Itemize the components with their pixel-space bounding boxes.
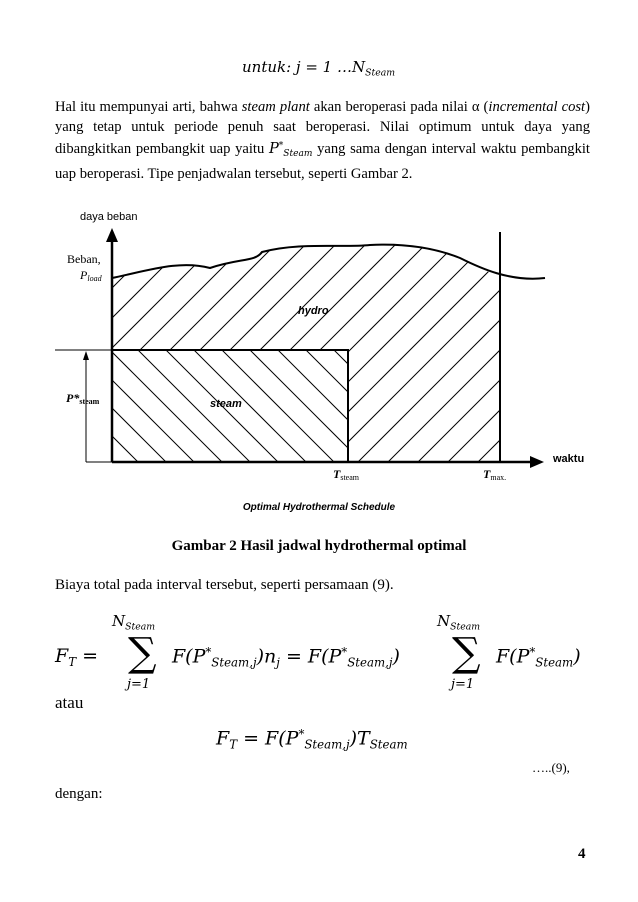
- y-axis-label: daya beban: [80, 211, 138, 223]
- para-text-1: Hal itu mempunyai arti, bahwa: [55, 99, 242, 115]
- y-axis-arrow: [106, 228, 118, 242]
- equation-2: $F_T = F(P^*_{Steam,j})T_{Steam}$: [216, 727, 408, 752]
- para-italic-incremental-cost: incremental cost: [488, 99, 586, 115]
- atau-text: atau: [55, 693, 84, 712]
- inline-p-sub: Steam: [283, 149, 313, 160]
- hydro-region-label: hydro: [298, 305, 329, 317]
- eq1-sum1-upper: $N_{Steam}$: [112, 612, 156, 633]
- para-text-2: akan beroperasi pada nilai α (: [309, 99, 489, 115]
- dengan-text: dengan:: [55, 786, 103, 802]
- para-italic-steam-plant: steam plant: [241, 99, 310, 115]
- x-axis-arrow: [530, 456, 544, 468]
- t-max-label: Tmax.: [483, 467, 507, 482]
- para-inline-symbol: $P^*_{Steam}$: [268, 140, 313, 160]
- header-condition: [242, 58, 395, 78]
- eq1-sum2-upper: $N_{Steam}$: [437, 612, 481, 633]
- x-axis-label: waktu: [553, 453, 585, 465]
- load-symbol: Pload: [80, 268, 102, 283]
- equation-number: …..(9),: [532, 760, 570, 775]
- load-curve: [112, 245, 545, 279]
- hydrothermal-figure: [0, 200, 638, 500]
- eq1-term3: $F(P^*_{Steam})$: [496, 645, 581, 670]
- pstar-steam-label: P*steam: [66, 391, 100, 406]
- figure-title: Optimal Hydrothermal Schedule: [242, 502, 396, 513]
- para-text-4: yang sama dengan interval waktu pembangkit uap beroperasi. Tipe penjadwalan tersebut, seperti Gambar 2.: [55, 141, 590, 182]
- eq1-sum2-symbol: ∑: [452, 630, 481, 676]
- page-number: 4: [578, 846, 586, 862]
- para-text-3: ) yang tetap untuk periode penuh saat beroperasi. Nilai optimum untuk daya yang dibangkitkan pembangkit uap yaitu: [55, 99, 590, 158]
- paragraph-total-cost: Biaya total pada interval tersebut, seperti persamaan (9).: [55, 577, 394, 593]
- eq1-term1: $F(P^*_{Steam,j})n_j = F(P^*_{Steam,j})$: [172, 645, 400, 670]
- steam-region-label: steam: [210, 398, 242, 410]
- figure-caption: Gambar 2 Hasil jadwal hydrothermal optimal: [171, 538, 467, 554]
- eq1-sum2-lower: j=1: [451, 677, 475, 692]
- inline-p-sup: *: [278, 141, 284, 152]
- header-condition-sub: Steam: [365, 67, 396, 79]
- load-label: Beban,: [67, 252, 101, 266]
- eq1-sum1-lower: j=1: [127, 677, 151, 692]
- pstar-dim-arrow: [83, 351, 89, 360]
- paragraph-intro: [55, 98, 590, 185]
- t-steam-label: Tsteam: [333, 467, 360, 482]
- header-condition-text: untuk: j = 1 …N: [242, 58, 366, 76]
- eq1-lhs: $F_T$ =: [55, 645, 99, 670]
- eq1-sum1-symbol: ∑: [128, 630, 157, 676]
